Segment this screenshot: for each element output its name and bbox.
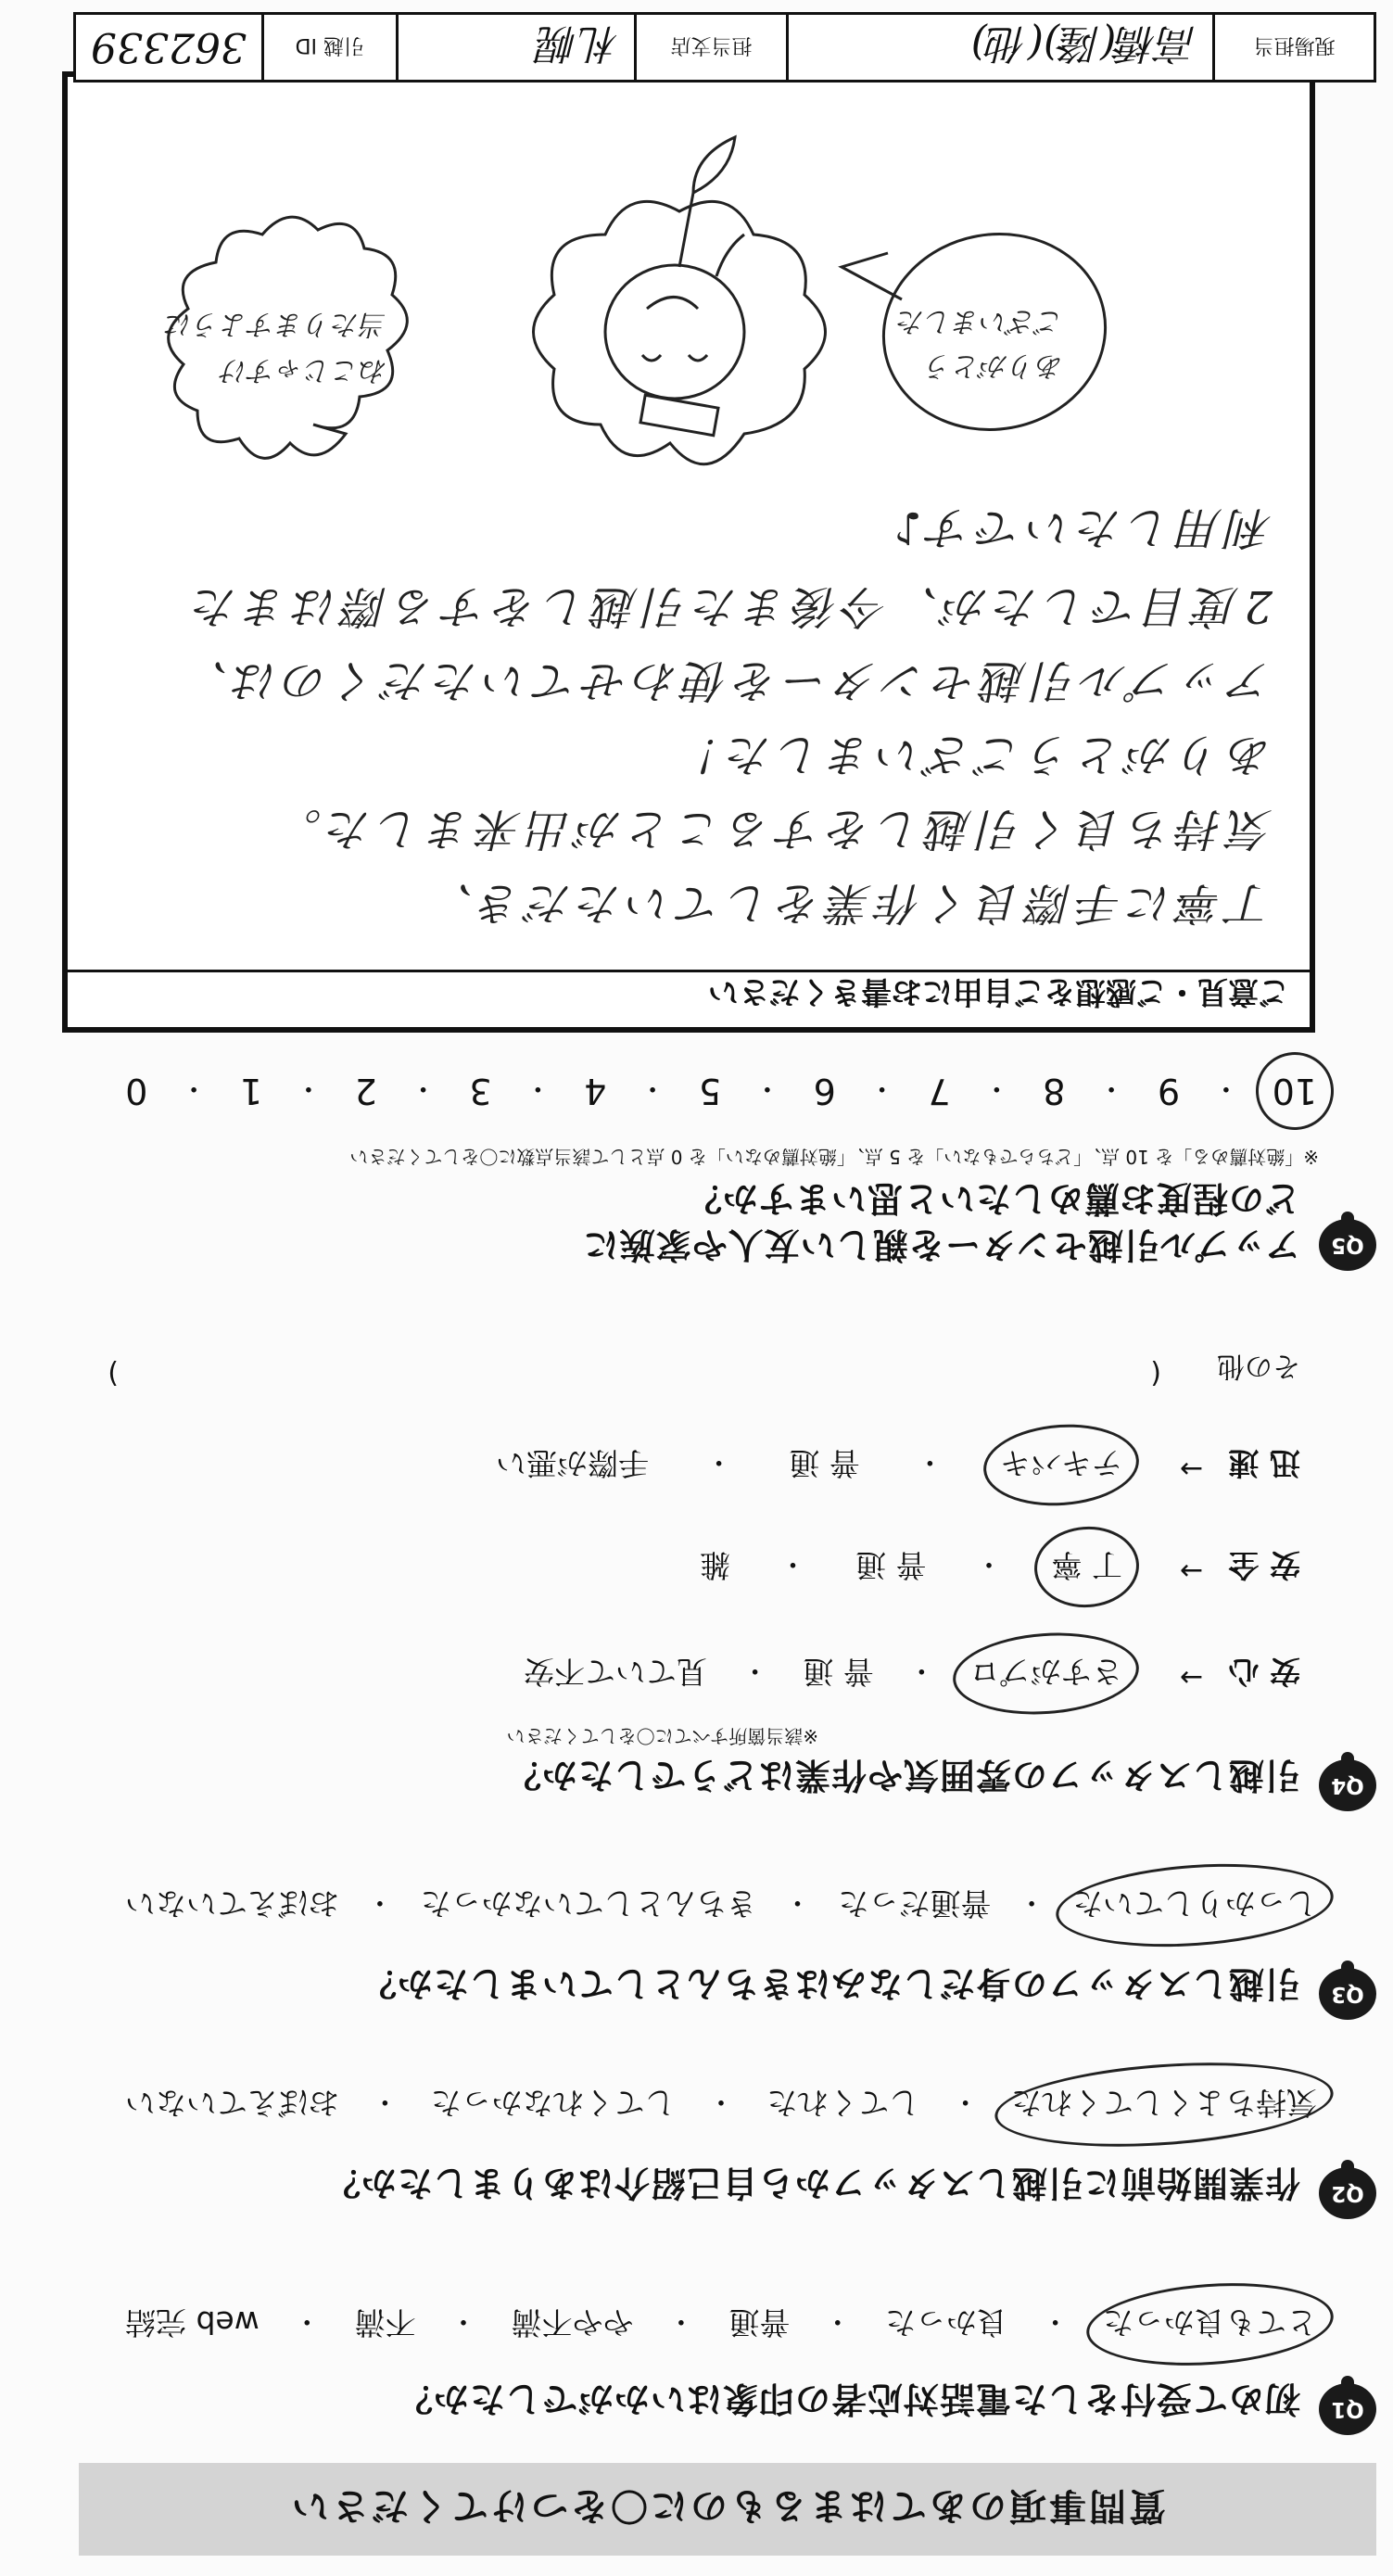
q4-question: 引越しスタッフの雰囲気や作業はどうでしたか？: [504, 1755, 1300, 1796]
q5-note: ※「絶対薦める」を 10 点、「どちらでもない」を 5 点、「絶対薦めない」を 0 点として該当点数に〇をしてください: [349, 1146, 1319, 1168]
q5-question-line1: アップル引越センターを親しい友人や家族に: [582, 1225, 1300, 1265]
q5-score-3[interactable]: 3: [469, 1071, 492, 1111]
q4-other-label: その他: [1217, 1350, 1300, 1382]
q1-option-web[interactable]: web 完結: [125, 2304, 260, 2341]
q5-score-7[interactable]: 7: [928, 1071, 951, 1111]
q3-badge: Q3: [1319, 1968, 1376, 2020]
instructions-header: 質問事項のあてはまるものに〇をつけてください: [79, 2463, 1376, 2556]
q4-option-normal[interactable]: 普 通: [803, 1654, 874, 1690]
arrow-right-icon: →: [1179, 1554, 1203, 1587]
bubble-right-line: ねこじゃすけ: [221, 354, 387, 387]
comment-line: 気持ち良く引越しをすることが出来ました。: [271, 803, 1273, 855]
bubble-left-line: ありがとう: [925, 349, 1064, 382]
q4-option-careful[interactable]: 丁 寧: [1050, 1545, 1125, 1589]
comment-line: 丁寧に手際良く作業をしていただき、: [423, 877, 1273, 929]
q1-question: 初めて受付をした電話対応者の印象はいかがでしたか？: [396, 2379, 1300, 2419]
flower-head: [534, 201, 826, 463]
q4-option-pro[interactable]: さすがプロ: [968, 1652, 1124, 1695]
q4-option-normal[interactable]: 普 通: [789, 1445, 860, 1481]
comment-box-title: ご意見・ご感想をご自由にお書きください: [68, 970, 1310, 1027]
q3-option-not-neat[interactable]: きちんとしていなかった: [420, 1885, 757, 1922]
q4-other-field[interactable]: [125, 1352, 1135, 1390]
id-label: 引越 ID: [261, 15, 396, 80]
comment-box[interactable]: [62, 71, 1315, 1033]
q4-row-category: 安 心: [1228, 1654, 1300, 1690]
q2-option-no[interactable]: してくれなかった: [430, 2085, 676, 2121]
q5-badge: Q5: [1319, 1219, 1376, 1271]
q4-option-rough[interactable]: 雑: [700, 1547, 730, 1583]
leader-label: 現場担当: [1212, 15, 1374, 80]
q4-row-category: 迅 速: [1228, 1445, 1300, 1481]
q5-score-scale: 10 ・ 9 ・ 8 ・ 7 ・ 6 ・ 5 ・ 4 ・ 3 ・ 2 ・ 1 ・ 0: [125, 1071, 1317, 1111]
q5-score-6[interactable]: 6: [813, 1071, 836, 1111]
character-doodle: [77, 91, 1310, 508]
q5-score-10[interactable]: 10: [1272, 1071, 1317, 1111]
q2-badge: Q2: [1319, 2167, 1376, 2219]
q1-option-somewhat-unsatisfied[interactable]: やや不満: [511, 2304, 634, 2341]
q1-option-good[interactable]: 良かった: [885, 2304, 1008, 2341]
q4-row-speed: 迅 速 → テキパキ ・ 普 通 ・ 手際が悪い: [496, 1445, 1300, 1485]
bubble-left-line: ございました: [897, 305, 1064, 337]
q5-score-5[interactable]: 5: [698, 1071, 722, 1111]
q1-option-unsatisfied[interactable]: 不満: [354, 2304, 416, 2341]
q3-option-normal[interactable]: 普通だった: [838, 1885, 992, 1922]
q4-badge: Q4: [1319, 1759, 1376, 1811]
q2-options: 気持ちよくしてくれた ・ してくれた ・ してくれなかった ・ おぼえていない: [123, 2083, 1319, 2126]
q5-score-2[interactable]: 2: [354, 1071, 377, 1111]
q5-question-line2: どの程度お薦めしたいと思いますか？: [685, 1178, 1300, 1219]
q5-score-0[interactable]: 0: [125, 1071, 148, 1111]
branch-label: 担当支店: [634, 15, 786, 80]
id-value: 362339: [91, 23, 247, 71]
q4-row-category: 安 全: [1228, 1547, 1300, 1583]
q1-badge: Q1: [1319, 2383, 1376, 2435]
q5-score-1[interactable]: 1: [239, 1071, 263, 1111]
q4-option-brisk[interactable]: テキパキ: [998, 1443, 1124, 1487]
q4-note: ※該当箇所すべてに〇をしてください: [506, 1725, 818, 1747]
arrow-right-icon: →: [1179, 1453, 1203, 1485]
q1-option-normal[interactable]: 普通: [728, 2304, 791, 2341]
leader-value: 高橋(隆)(他): [786, 15, 1212, 80]
q5-score-8[interactable]: 8: [1043, 1071, 1066, 1111]
q5-score-9[interactable]: 9: [1157, 1071, 1181, 1111]
q4-other-row: その他 ( ): [108, 1350, 1300, 1390]
q2-option-yes[interactable]: してくれた: [766, 2085, 920, 2121]
bubble-right-line: 当たりますように: [165, 308, 387, 340]
q4-option-normal[interactable]: 普 通: [855, 1547, 927, 1583]
q2-option-pleasant[interactable]: 気持ちよくしてくれた: [1009, 2083, 1319, 2126]
q4-row-reassurance: 安 心 → さすがプロ ・ 普 通 ・ 見ていて不安: [524, 1654, 1300, 1694]
q4-option-clumsy[interactable]: 手際が悪い: [496, 1445, 649, 1481]
comment-line: ありがとうございました！: [671, 729, 1273, 780]
comment-line: 2度目でしたが、今後また引越しをする際はまた: [187, 580, 1273, 632]
q3-question: 引越しスタッフの身だしなみはきちんとしていましたか？: [360, 1963, 1300, 2004]
q4-row-safety: 安 全 → 丁 寧 ・ 普 通 ・ 雑: [700, 1547, 1300, 1587]
comment-line: アップル引越センターを使わせていただくのは、: [178, 654, 1273, 706]
q3-option-neat[interactable]: しっかりしていた: [1070, 1884, 1319, 1927]
q3-options: しっかりしていた ・ 普通だった ・ きちんとしていなかった ・ おぼえていない: [123, 1884, 1319, 1927]
id-strip: [73, 12, 1376, 82]
q5-score-4[interactable]: 4: [584, 1071, 607, 1111]
q1-option-very-good[interactable]: とても良かった: [1101, 2303, 1319, 2346]
comment-line: 利用したいです♪: [888, 501, 1273, 553]
branch-value: 札幌: [396, 15, 634, 80]
q3-option-dont-remember[interactable]: おぼえていない: [125, 1885, 340, 1922]
q4-option-uneasy[interactable]: 見ていて不安: [524, 1654, 707, 1690]
q2-question: 作業開始前に引越しスタッフから自己紹介はありましたか？: [323, 2163, 1300, 2203]
q2-option-dont-remember[interactable]: おぼえていない: [125, 2085, 340, 2121]
arrow-right-icon: →: [1179, 1661, 1203, 1694]
q1-options: とても良かった ・ 良かった ・ 普通 ・ やや不満 ・ 不満 ・ web 完結: [123, 2303, 1319, 2346]
